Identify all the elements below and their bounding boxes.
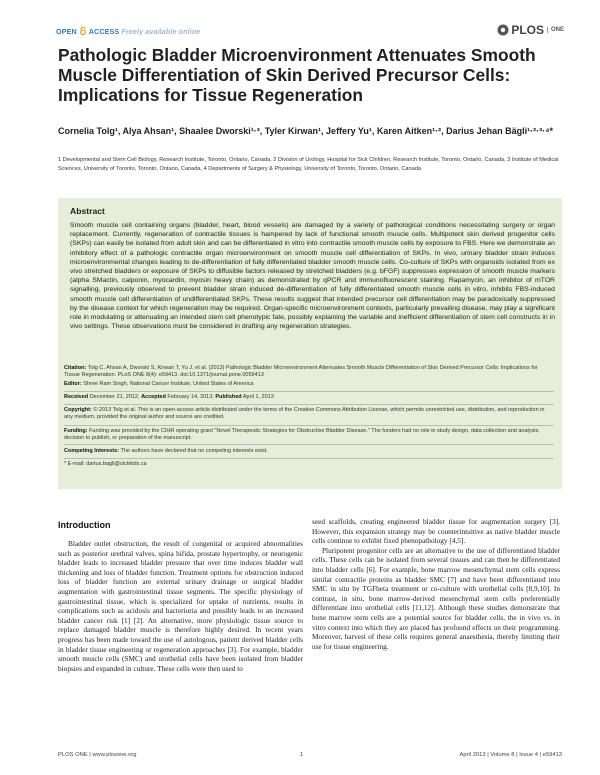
editor bbox=[64, 381, 554, 388]
editor-text: Shree Ram Singh, National Cancer Institute, United States of America bbox=[83, 381, 254, 387]
access-label: ACCESS bbox=[88, 27, 120, 36]
meta-divider bbox=[64, 425, 554, 426]
open-access-label bbox=[56, 27, 200, 36]
meta-divider bbox=[64, 458, 554, 459]
plos-logo-icon bbox=[497, 24, 509, 36]
page-number: 1 bbox=[300, 752, 304, 758]
meta-divider bbox=[64, 391, 554, 392]
abstract-heading: Abstract bbox=[70, 206, 105, 216]
journal-sub: ONE bbox=[547, 27, 564, 33]
footer-issue: April 2013 | Volume 8 | Issue 4 | e59413 bbox=[459, 752, 562, 758]
freely-available-label: Freely available online bbox=[121, 27, 201, 36]
copyright-label: Copyright: bbox=[64, 407, 92, 413]
copyright-text: © 2013 Tolg et al. This is an open-access article distributed under the terms of the Creative Commons Attribution License, which permits unrestricted use, distribution, and reproduction in any medium, provided the original author and source are credited. bbox=[64, 407, 545, 421]
accepted-label: Accepted bbox=[141, 394, 166, 400]
open-access-lock-icon bbox=[80, 27, 86, 35]
column-left bbox=[58, 539, 303, 749]
accepted-date: February 14, 2013; bbox=[167, 394, 214, 400]
paragraph: Pluripotent progenitor cells are an alternative to the use of differentiated bladder cells. These cells can be isolated from several tissues and can then be differentiated into bladder cells [6]. For example, bone marrow mesenchymal stem cells express similar contractile proteins as bladder SMC [7] and have been differentiated into SMC in situ by TGFbeta treatment or co-culture with urothelial cells [8,9,10]. In contrast, in situ, bone marrow-derived mesenchymal stem cells preferentially differentiate into urothelial cells [11,12]. Although these studies demonstrate that bone marrow stem cells are a potential source for bladder cells, the in vivo vs. in vitro context into which they are placed has profound effects on their programming. Moreover, harvest of these cells requires general anaesthesia, thereby limiting their use for tissue engineering. bbox=[312, 545, 560, 651]
citation bbox=[64, 365, 554, 380]
funding-text: Funding was provided by the CIHR operating grant "Novel Therapeutic Strategies for Obstructive Bladder Disease." The funders had no role in study design, data collection and analysis, decision to publish, or preparation of the manuscript. bbox=[64, 428, 540, 442]
journal-logo bbox=[497, 23, 564, 37]
meta-divider bbox=[64, 444, 554, 445]
received-date: December 21, 2012; bbox=[89, 394, 140, 400]
competing-text: The authors have declared that no competing interests exist. bbox=[120, 448, 268, 454]
author-list: Cornelia Tolg¹, Alya Ahsan¹, Shaalee Dworski¹·³, Tyler Kirwan¹, Jeffery Yu¹, Karen Aitken¹·², Darius Jehan Bägli¹·²·³·⁴* bbox=[58, 126, 554, 136]
column-right bbox=[312, 517, 560, 749]
journal-name: PLOS bbox=[511, 23, 544, 37]
citation-label: Citation: bbox=[64, 365, 87, 371]
open-label: OPEN bbox=[56, 27, 77, 36]
section-heading: Introduction bbox=[58, 520, 111, 530]
abstract-text: Smooth muscle cell containing organs (bladder, heart, blood vessels) are damaged by a variety of pathological conditions necessitating surgery or organ replacement. Currently, regeneration of contractile tissues is hampered by lack of functional smooth muscle cells. Multipotent skin derived progenitor cells (SKPs) can easily be isolated from adult skin and can be differentiated in vitro into contractile smooth muscle cells by exposure to FBS. Here we demonstrate an inhibitory effect of a pathologic contractile organ microenvironment on smooth muscle cell differentiation of SKPs. In vivo, urinary bladder strain induces microenvironmental changes leading to de-differentiation of fully differentiated bladder smooth muscle cells. Co-culture of SKPs with organoids isolated from ex vivo stretched bladders or exposure of SKPs to diffusible factors released by stretched bladders (e.g. bFGF) suppresses expression of smooth muscle markers (alpha SMactin, calponin, myocardin, myosin heavy chain) as demonstrated by qPCR and immunofluorescent staining. Rapamycin, an inhibitor of mTOR signalling, previously observed to prevent bladder strain induced de-differentiation of fully differentiated smooth muscle cells in vitro, inhibits FBS-induced smooth muscle cell differentiation of undifferentiated SKPs. These results suggest that intended precursor cell differentiation may be paradoxically suppressed by the disease context for which regeneration may be required. Organ-specific microenvironment contexts, particularly prevailing disease, may play a significant role in modulating or attenuating an intended stem cell phenotypic fate, possibly explaining the variable and inefficient differentiation of stem cell constructs in in vivo settings. These observations must be considered in drafting any regeneration strategies. bbox=[70, 222, 555, 331]
competing-label: Competing Interests: bbox=[64, 448, 120, 454]
editor-label: Editor: bbox=[64, 381, 82, 387]
footer-journal: PLOS ONE | www.plosone.org bbox=[58, 752, 137, 758]
affiliations: 1 Developmental and Stem Cell Biology, Research Institute, Toronto, Ontario, Canada, 2 Division of Urology, Hospital for Sick Children, Research Institute, Toronto, Ontario, Canada, 3 Institute of Medical Sciences, University of Toronto, Toronto, Ontario, Canada, 4 Departments of Surgery & Physiology, University of Toronto, Toronto, Ontario, Canada bbox=[58, 157, 559, 172]
meta-divider bbox=[64, 404, 554, 405]
paragraph: seed scaffolds, creating engineered bladder tissue for augmentation surgery [3]. However, this expansion strategy may be counterintuitive as native bladder muscle cells continue to exhibit fixed phenopathology [4,5]. bbox=[312, 517, 560, 546]
dates bbox=[64, 394, 554, 401]
email: * E-mail: darius.bagli@sickkids.ca bbox=[64, 461, 147, 467]
funding bbox=[64, 428, 554, 443]
competing-interests bbox=[64, 448, 554, 455]
funding-label: Funding: bbox=[64, 428, 88, 434]
published-label: Published bbox=[215, 394, 242, 400]
paragraph: Bladder outlet obstruction, the result of congenital or acquired abnormalities such as posterior urethral valves, spina bifida, prostate hypertrophy, or neurogenic bladder leads to increased bladder pressure that over time induces bladder wall thickening and loss of bladder function. Treatment options for obstruction induced loss of bladder function are external urinary drainage or surgical bladder augmentation with gastrointestinal tissue segments. The specific physiology of gastrointestinal tissue, which is specialized for uptake of nutrients, results in complications such as acidosis and bacteriuria and possibly leads to an increased bladder cancer risk [1] [2]. An alternative, more physiologic tissue source to replace damaged bladder muscle is therefore highly desired. In recent years progress has been made toward the use of autologous, patient derived bladder cells in bladder tissue engineering or regeneration approaches [3]. For example, bladder smooth muscle cells (SMC) and urothelial cells have been isolated from bladder biopsies and expanded in culture. These cells were then used to bbox=[58, 539, 303, 673]
copyright bbox=[64, 407, 554, 422]
article-title: Pathologic Bladder Microenvironment Attenuates Smooth Muscle Differentiation of Skin Derived Precursor Cells: Implications for Tissue Regeneration bbox=[58, 45, 536, 105]
citation-text: Tolg C, Ahsan A, Dworski S, Kirwan T, Yu J, et al. (2013) Pathologic Bladder Microenvironment Attenuates Smooth Muscle Differentiation of Skin Derived Precursor Cells: Implications for Tissue Regeneration. PLoS ONE 8(4): e59413. doi:10.1371/journal.pone.0059413 bbox=[64, 365, 538, 379]
received-label: Received bbox=[64, 394, 89, 400]
published-date: April 1, 2013 bbox=[242, 394, 274, 400]
